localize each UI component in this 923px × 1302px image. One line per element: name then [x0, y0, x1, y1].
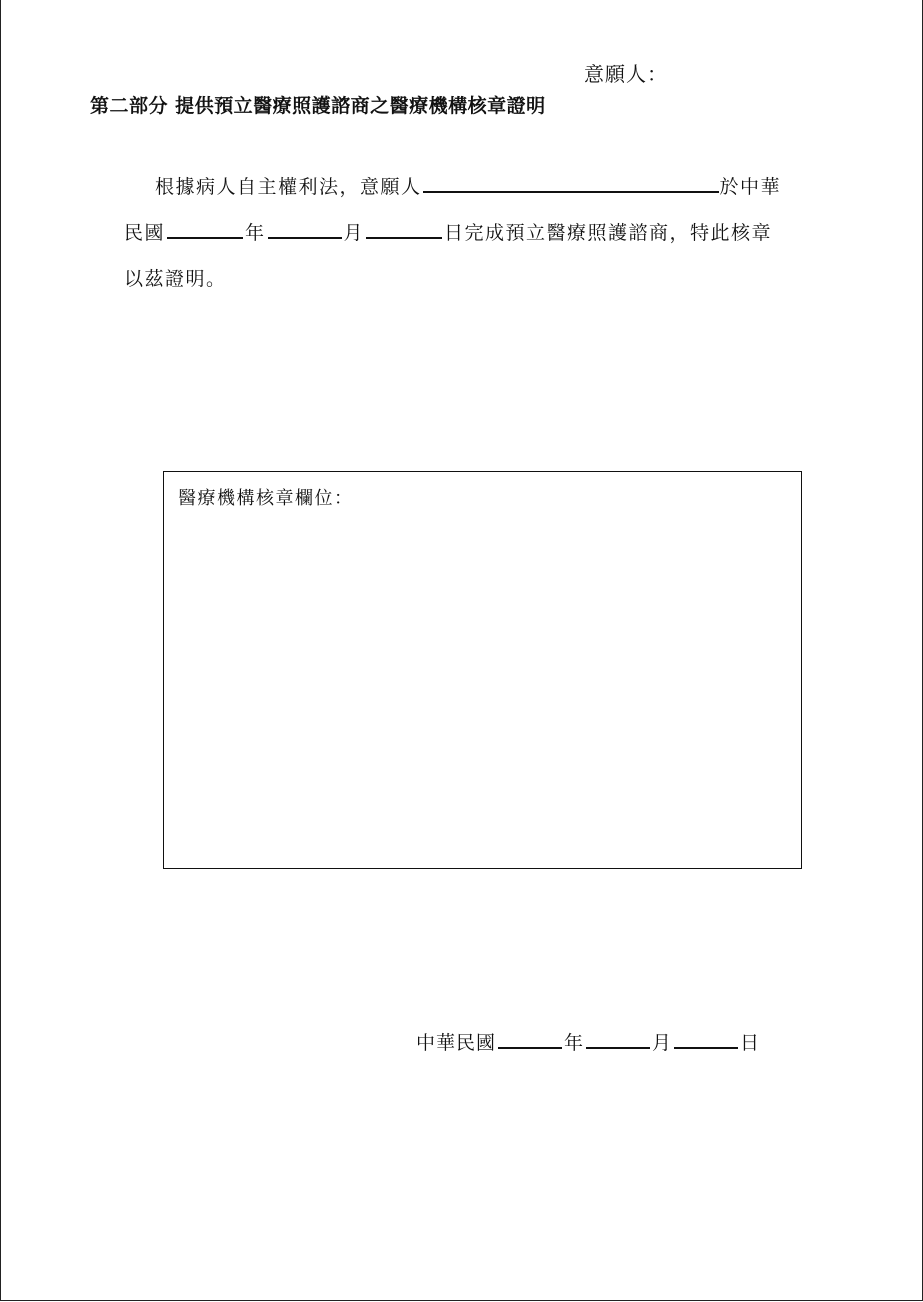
consult-year-blank[interactable]	[167, 219, 243, 239]
line2-rest: 日完成預立醫療照護諮商，特此核章	[444, 222, 773, 244]
footer-month-blank[interactable]	[586, 1029, 650, 1049]
section-title: 第二部分 提供預立醫療照護諮商之醫療機構核章證明	[90, 95, 546, 117]
paragraph-line-1	[155, 172, 781, 199]
paragraph-line-2	[124, 218, 772, 245]
signer-name-blank[interactable]	[423, 173, 719, 193]
line2-year-label: 年	[245, 222, 266, 244]
footer-month-label: 月	[652, 1032, 673, 1054]
footer-year-label: 年	[564, 1032, 585, 1054]
paragraph-line-3: 以茲證明。	[124, 268, 227, 290]
stamp-box[interactable]	[163, 471, 802, 869]
footer-year-blank[interactable]	[498, 1029, 562, 1049]
line2-start: 民國	[124, 222, 166, 244]
footer-day-blank[interactable]	[674, 1029, 738, 1049]
consult-month-blank[interactable]	[268, 219, 342, 239]
consult-day-blank[interactable]	[366, 219, 442, 239]
date-prefix: 中華民國	[416, 1032, 497, 1054]
footer-date-line	[416, 1028, 760, 1055]
signer-label: 意願人：	[584, 62, 668, 86]
line2-month-label: 月	[343, 222, 365, 244]
line1-suffix: 於中華	[719, 176, 782, 198]
footer-day-label: 日	[740, 1032, 761, 1054]
stamp-box-label: 醫療機構核章欄位：	[178, 488, 354, 509]
line1-prefix: 根據病人自主權利法，意願人	[155, 176, 422, 198]
